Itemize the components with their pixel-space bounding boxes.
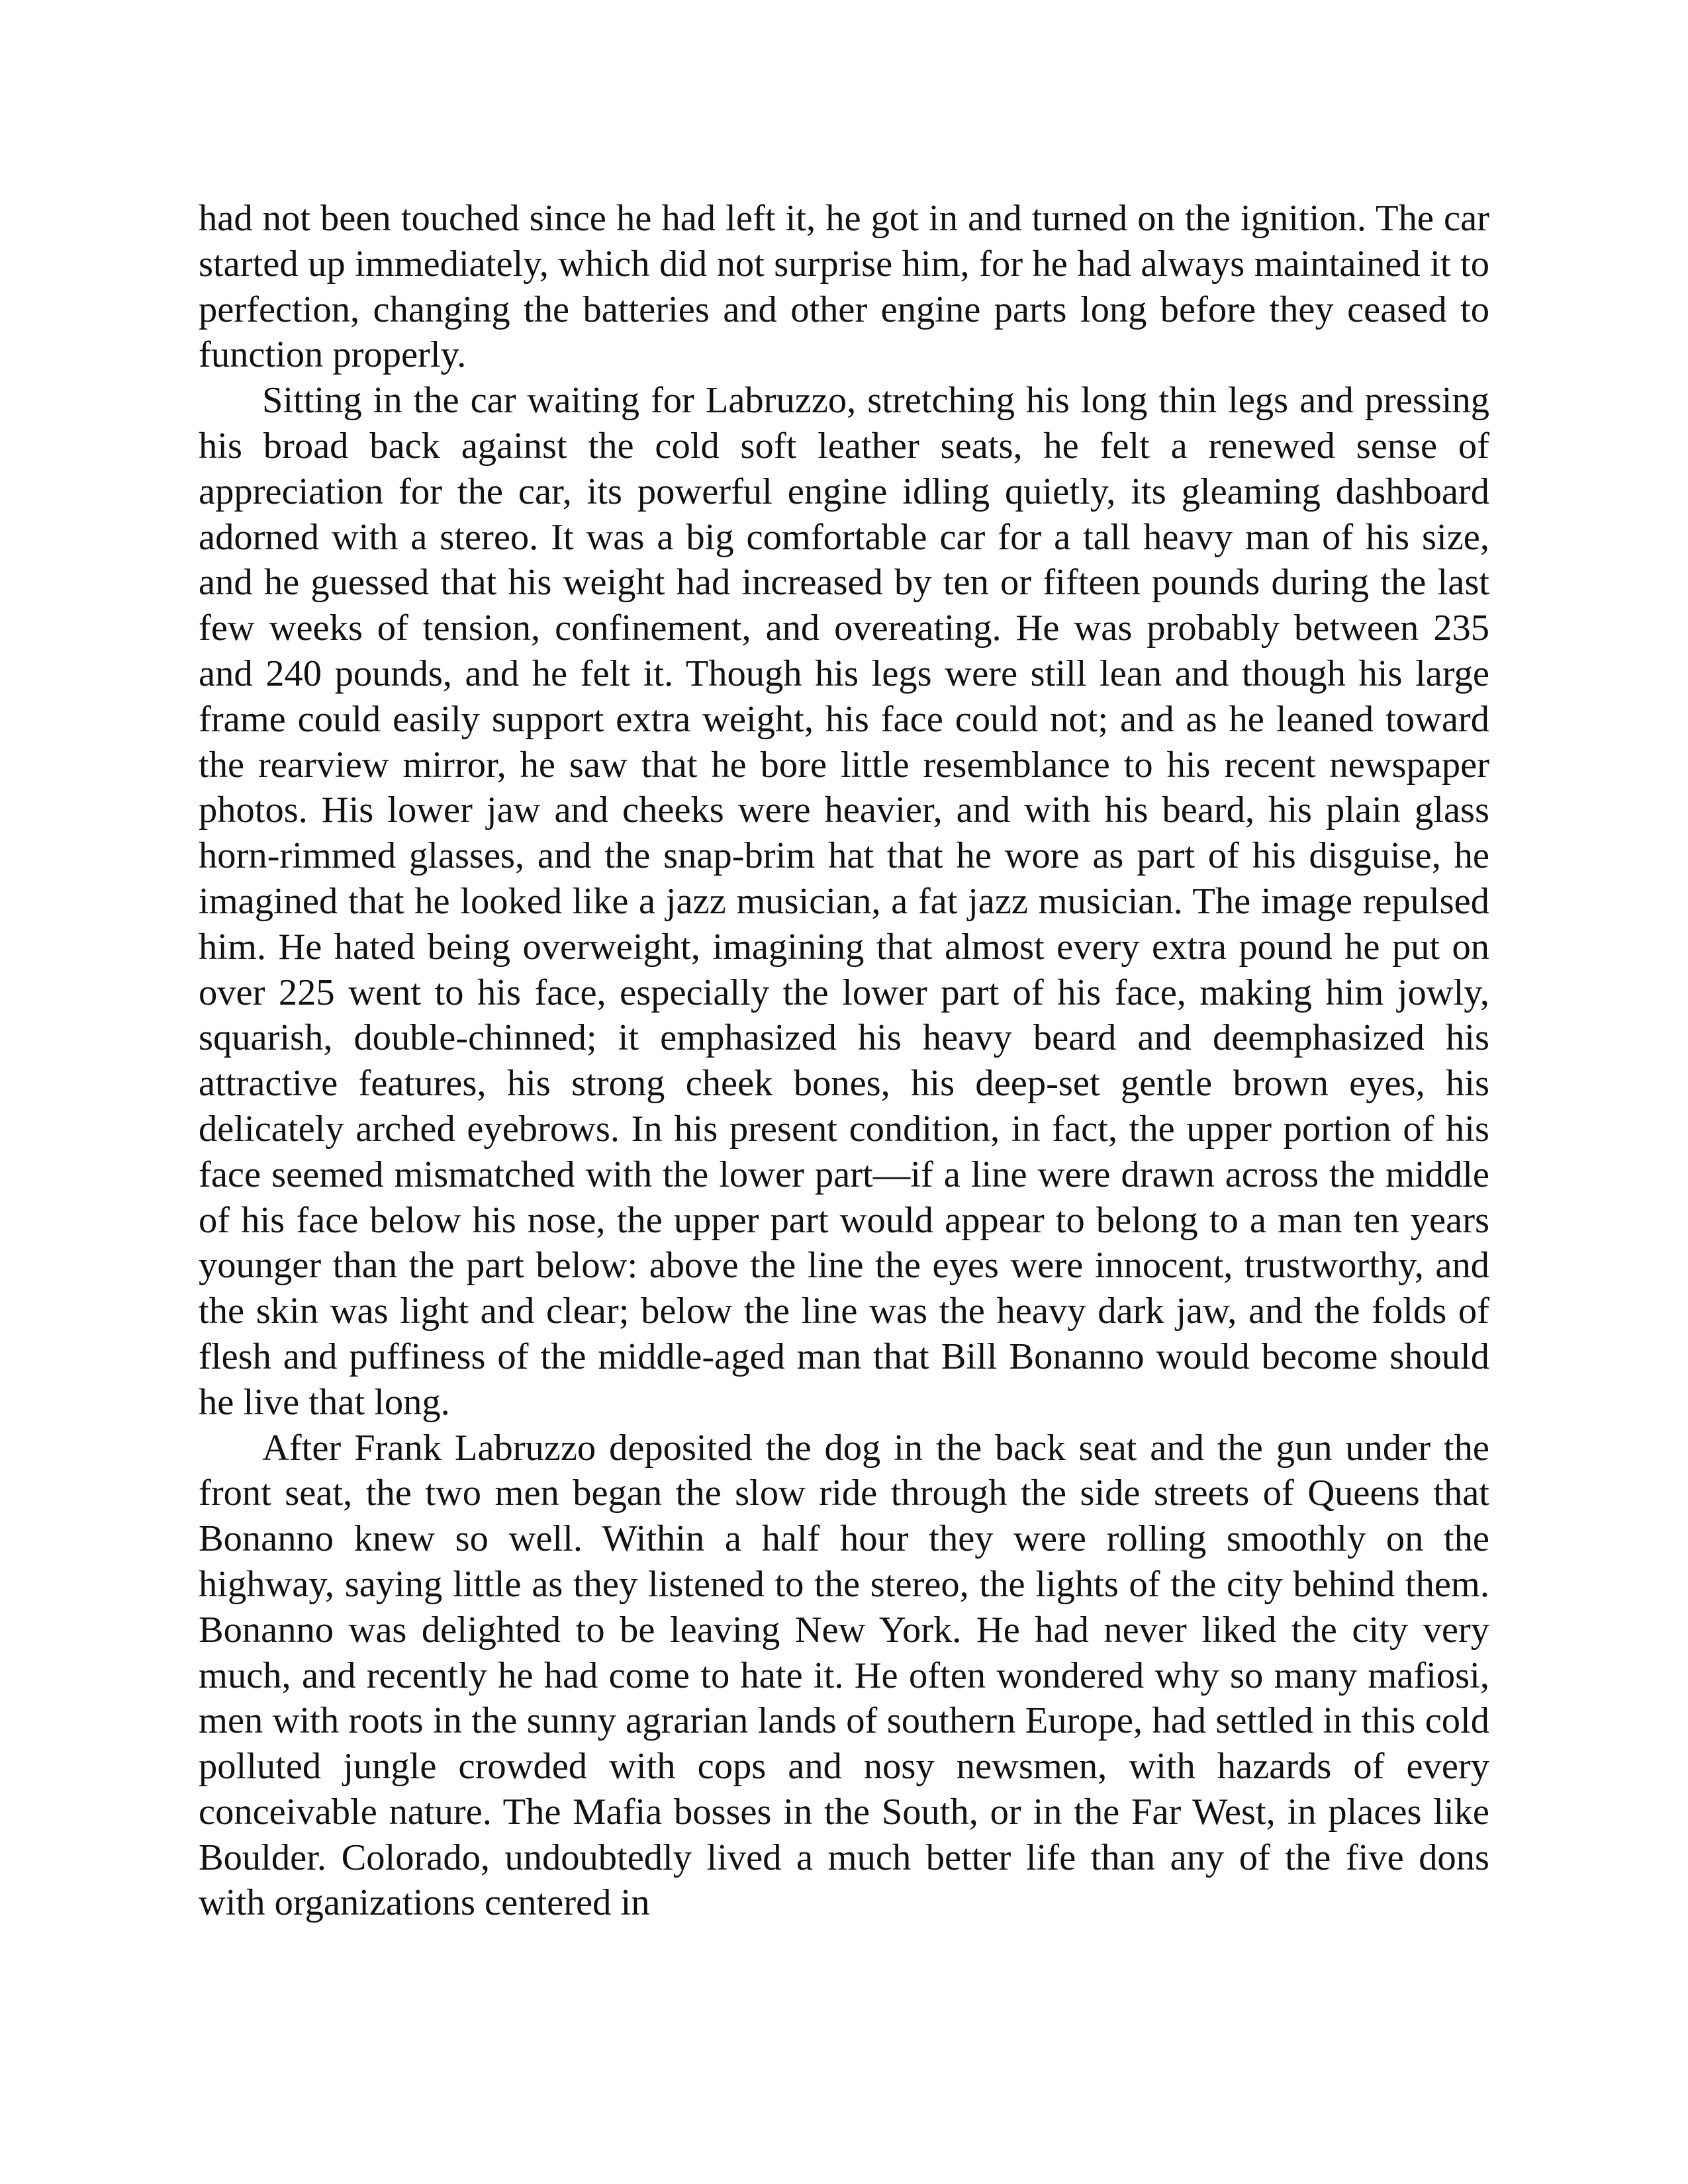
paragraph-2: Sitting in the car waiting for Labruzzo, stretching his long thin legs and pressing his broad back against the cold soft leather seats, he felt a renewed sense of appreciation for the car, its powerful engine idling quietly, its gleaming dashboard adorned with a stereo. It was a big comfortable car for a tall heavy man of his size, and he guessed that his weight had increased by ten or fifteen pounds during the last few weeks of tension, confinement, and overeating. He was probably between 235 and 240 pounds, and he felt it. Though his legs were still lean and though his large frame could easily support extra weight, his face could not; and as he leaned toward the rearview mirror, he saw that he bore little resemblance to his recent newspaper photos. His lower jaw and cheeks were heavier, and with his beard, his plain glass horn-rimmed glasses, and the snap-brim hat that he wore as part of his disguise, he imagined that he looked like a jazz musician, a fat jazz musician. The image repulsed him. He hated being overweight, imagining that almost every extra pound he put on over 225 went to his face, especially the lower part of his face, making him jowly, squarish, double-chinned; it emphasized his heavy beard and deemphasized his attractive features, his strong cheek bones, his deep-set gentle brown eyes, his delicately arched eyebrows. In his present condition, in fact, the upper portion of his face seemed mismatched with the lower part—if a line were drawn across the middle of his face below his nose, the upper part would appear to belong to a man ten years younger than the part below: above the line the eyes were innocent, trustworthy, and the skin was light and clear; below the line was the heavy dark jaw, and the folds of flesh and puffiness of the middle-aged man that Bill Bonanno would become should he live that long. [199, 380, 1489, 1423]
paragraph-1: had not been touched since he had left it, he got in and turned on the ignition. The car started up immediately, which did not surprise him, for he had always maintained it to perfection, changing the batteries and other engine parts long before they ceased to function properly. [199, 198, 1489, 376]
paragraph-3: After Frank Labruzzo deposited the dog in the back seat and the gun under the front seat, the two men began the slow ride through the side streets of Queens that Bonanno knew so well. Within a half hour they were rolling smoothly on the highway, saying little as they listened to the stereo, the lights of the city behind them. Bonanno was delighted to be leaving New York. He had never liked the city very much, and recently he had come to hate it. He often wondered why so many mafiosi, men with roots in the sunny agrarian lands of southern Europe, had settled in this cold polluted jungle crowded with cops and nosy newsmen, with hazards of every conceivable nature. The Mafia bosses in the South, or in the Far West, in places like Boulder. Colorado, undoubtedly lived a much better life than any of the five dons with organizations centered in [199, 1427, 1489, 1924]
book-page [199, 196, 1489, 1926]
